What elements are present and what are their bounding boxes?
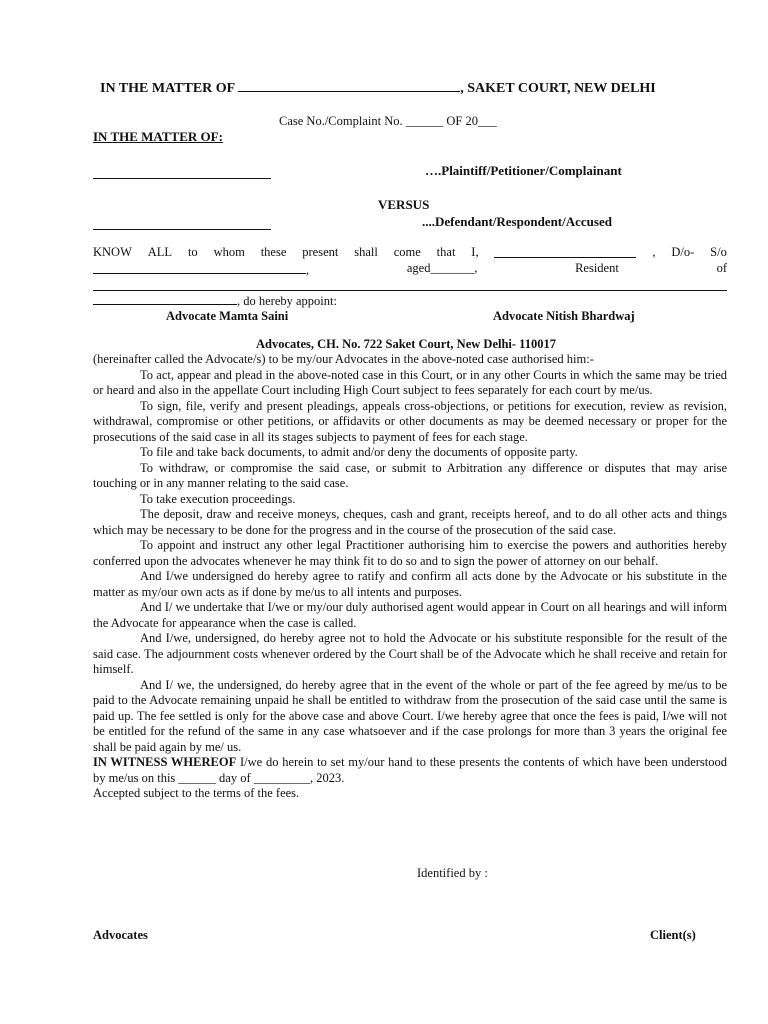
authority-clauses [93,352,727,802]
word: , [652,245,656,259]
word: present [302,245,339,259]
word: S/o [710,245,727,259]
word: come [393,245,421,259]
clause-sign: To sign, file, verify and present pleadings, appeals cross-objections, or petitions for execution, review as revision, withdrawal, compromise or other petitions, or affidavits or other documents as may be deemed necessary or proper for the prosecutions of the said case in all its stages subjects to payment of fees for each stage. [93,398,727,444]
clients-signature-label: Client(s) [650,928,696,942]
identified-by: Identified by : [417,866,488,880]
client-name-blank [494,245,636,258]
word: , [306,263,310,277]
word: KNOW [93,245,132,259]
clause-fees: And I/ we, the undersigned, do hereby agree that in the event of the whole or part of the fee agreed by me/us to be paid to the Advocate remaining unpaid he shall be entitled to withdraw from the prosecution of the said case until the same is paid up. The fee settled is only for the above case and above Court. I/we hereby agree that once the fees is paid, I/we will not be entitled for the refund of the same in any case whatsoever and if the case prolongs for more than 3 years the original fee shall be paid again by me/ us. [93,677,727,754]
word: ALL [147,245,173,259]
advocate-name-2: Advocate Nitish Bhardwaj [493,309,635,323]
accepted-line: Accepted subject to the terms of the fees. [93,786,300,800]
witness-paragraph [93,755,727,786]
appoint-line [93,292,337,310]
know-all-line-2 [93,261,727,279]
clause-execution: To take execution proceedings. [140,491,296,506]
clause-undertake: And I/ we undertake that I/we or my/our duly authorised agent would appear in Court on all hearings and will inform the Advocate for appearance when the case is called. [93,600,727,630]
defendant-label: ....Defendant/Respondent/Accused [422,214,612,229]
word: these [260,245,287,259]
defendant-name-blank [93,229,271,230]
matter-heading: IN THE MATTER OF: [93,129,223,144]
clause-deposit: The deposit, draw and receive moneys, cheques, cash and grant, receipts hereof, and to do all other acts and things which may be necessary to be done for the progress and in the course of the prosecution of the said case. [93,507,727,537]
clause-ratify: And I/we undersigned do hereby agree to ratify and confirm all acts done by the Advocate or his substitute in the matter as my/our own acts as if done by me/us to all intents and purposes. [93,569,727,599]
word: of [716,261,727,275]
parent-name-blank [93,261,306,274]
aged-field: aged_______, [406,261,478,275]
intro-paragraph: (hereinafter called the Advocate/s) to be my/our Advocates in the above-noted case authorised him:- [93,352,594,366]
address-blank [93,290,727,291]
word: I, [471,245,479,259]
resident-label: Resident [575,261,619,275]
witness-bold: IN WITNESS WHEREOF [93,755,237,769]
court-name-blank [238,78,460,92]
plaintiff-label: ….Plaintiff/Petitioner/Complainant [425,163,622,178]
know-all-line-1 [93,245,727,261]
word: that [436,245,456,259]
matter-prefix: IN THE MATTER OF [100,81,235,96]
appoint-text: , do hereby appoint: [237,294,337,308]
clause-withdraw: To withdraw, or compromise the said case, or submit to Arbitration any difference or disputes that may arise touching or in any manner relating to the said case. [93,460,727,490]
advocate-address: Advocates, CH. No. 722 Saket Court, New Delhi- 110017 [256,337,556,351]
witness-rest: I/we do herein to set my/our hand to these presents the contents of which have been understood by me/us on this ______ day of _________, 2023. [93,755,728,785]
case-number: Case No./Complaint No. ______ OF 20___ [279,114,497,128]
word: to [187,245,198,259]
versus-label: VERSUS [378,197,430,212]
word: shall [354,245,378,259]
advocate-name-1: Advocate Mamta Saini [166,309,289,323]
plaintiff-name-blank [93,178,271,179]
word: D/o- [671,245,695,259]
matter-suffix: , SAKET COURT, NEW DELHI [460,81,656,96]
clause-appear: To act, appear and plead in the above-noted case in this Court, or in any other Courts in which the same may be tried or heard and also in the appellate Court including High Court subject to fees separately for each court by me/us. [93,367,727,397]
clause-appoint: To appoint and instruct any other legal Practitioner authorising him to exercise the powers and authorities hereby conferred upon the advocates whenever he may think fit to do so and to sign the power of attorney on our behalf. [93,538,727,568]
clause-documents: To file and take back documents, to admit and/or deny the documents of opposite party. [140,445,578,459]
matter-title [100,78,656,97]
advocates-signature-label: Advocates [93,928,148,942]
word: whom [213,245,245,259]
address-blank-2 [93,292,237,305]
clause-responsibility: And I/we, undersigned, do hereby agree not to hold the Advocate or his substitute responsible for the result of the said case. The adjournment costs whenever ordered by the Court shall be of the Advocate which he shall receive and retain for himself. [93,631,727,676]
